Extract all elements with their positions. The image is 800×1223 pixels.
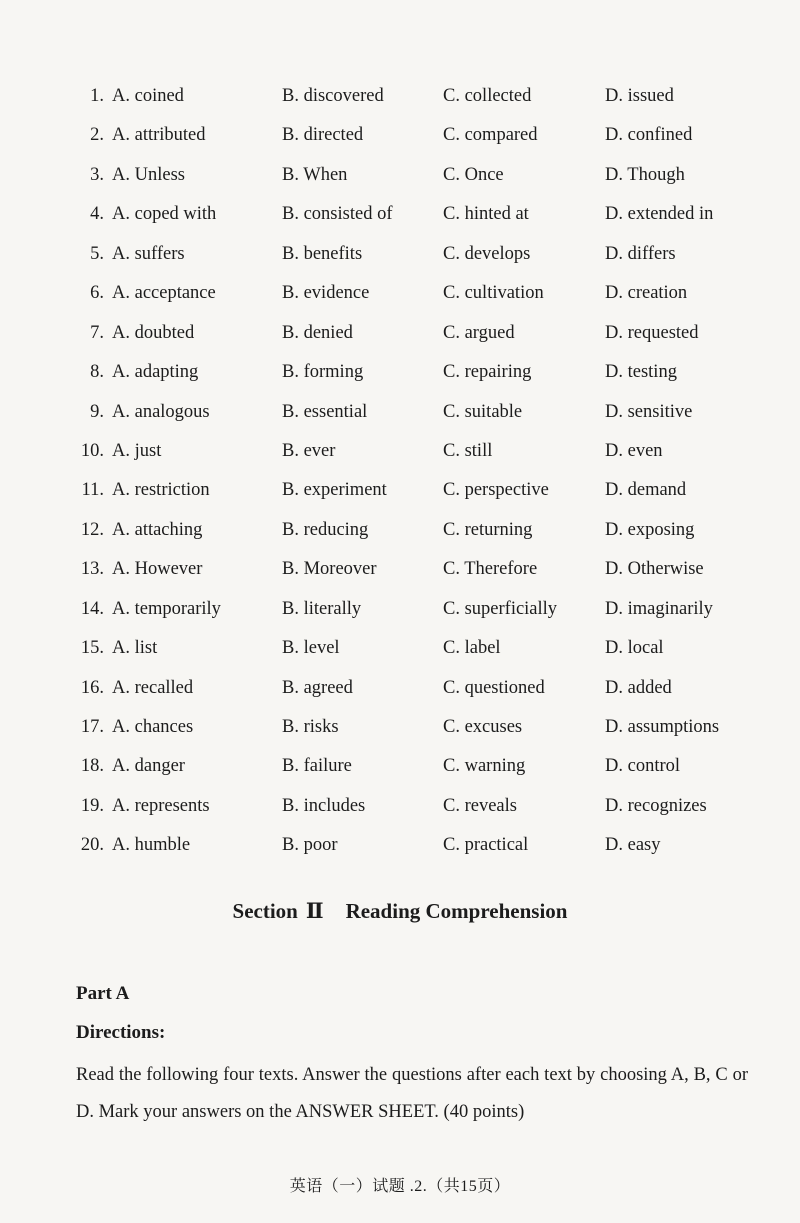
- question-number: 9.: [90, 401, 104, 422]
- option-a: A. chances: [112, 717, 194, 737]
- option-a: A. temporarily: [112, 598, 221, 619]
- cloze-options-list: [0, 77, 800, 866]
- option-d: D. sensitive: [605, 401, 693, 422]
- question-row: [0, 195, 800, 234]
- option-c: C. returning: [443, 519, 533, 540]
- option-d: D. Though: [605, 164, 685, 185]
- question-number: 12.: [80, 519, 104, 540]
- option-d: D. control: [605, 756, 681, 777]
- question-number: 2.: [90, 125, 104, 146]
- option-d: D. local: [605, 638, 664, 659]
- option-b: B. literally: [282, 598, 362, 619]
- section-numeral: Ⅱ: [305, 899, 324, 923]
- question-row: [0, 353, 800, 392]
- section-heading: [0, 898, 800, 924]
- option-b: B. When: [282, 164, 348, 185]
- option-b: B. experiment: [282, 480, 387, 501]
- option-c: C. argued: [443, 322, 515, 343]
- option-d: D. assumptions: [605, 717, 720, 737]
- option-c: C. still: [443, 440, 493, 461]
- option-c: C. excuses: [443, 717, 523, 737]
- option-d: D. added: [605, 677, 672, 698]
- question-row: [0, 235, 800, 274]
- option-b: B. benefits: [282, 243, 363, 264]
- question-number: 14.: [80, 598, 104, 619]
- question-number: 16.: [80, 677, 104, 698]
- option-c: C. superficially: [443, 598, 558, 619]
- option-b: B. agreed: [282, 677, 353, 698]
- question-number: 13.: [80, 559, 104, 580]
- question-number: 6.: [90, 283, 104, 304]
- option-a: A. Unless: [112, 164, 185, 185]
- question-row: [0, 550, 800, 589]
- option-a: A. list: [112, 638, 158, 659]
- option-a: A. recalled: [112, 677, 194, 698]
- option-a: A. represents: [112, 795, 210, 816]
- question-number: 11.: [81, 480, 104, 501]
- option-a: A. danger: [112, 756, 185, 777]
- option-c: C. Therefore: [443, 559, 538, 580]
- question-number: 3.: [90, 164, 104, 185]
- question-row: [0, 432, 800, 471]
- question-row: [0, 708, 800, 747]
- question-number: 7.: [90, 322, 104, 343]
- option-a: A. coined: [112, 86, 184, 106]
- option-a: A. humble: [112, 835, 191, 856]
- question-row: [0, 590, 800, 629]
- option-b: B. risks: [282, 717, 339, 737]
- option-b: B. includes: [282, 795, 366, 816]
- question-number: 20.: [80, 835, 104, 856]
- option-a: A. attributed: [112, 125, 206, 146]
- question-number: 10.: [80, 440, 104, 461]
- option-c: C. perspective: [443, 480, 549, 501]
- option-b: B. ever: [282, 440, 336, 461]
- option-b: B. discovered: [282, 86, 384, 106]
- option-a: A. adapting: [112, 362, 199, 383]
- question-row: [0, 669, 800, 708]
- option-d: D. differs: [605, 243, 676, 264]
- option-a: A. coped with: [112, 204, 217, 225]
- option-c: C. develops: [443, 243, 531, 264]
- question-row: [0, 826, 800, 865]
- question-row: [0, 471, 800, 510]
- option-c: C. warning: [443, 756, 526, 777]
- option-a: A. acceptance: [112, 283, 216, 304]
- option-b: B. consisted of: [282, 204, 393, 225]
- option-c: C. collected: [443, 86, 532, 106]
- option-b: B. poor: [282, 835, 338, 856]
- option-b: B. failure: [282, 756, 352, 777]
- option-d: D. recognizes: [605, 795, 707, 816]
- question-row: [0, 511, 800, 550]
- option-a: A. just: [112, 440, 162, 461]
- option-d: D. confined: [605, 125, 693, 146]
- option-a: A. analogous: [112, 401, 210, 422]
- option-d: D. testing: [605, 362, 677, 383]
- question-number: 4.: [90, 204, 104, 225]
- option-d: D. issued: [605, 86, 674, 106]
- question-row: [0, 274, 800, 313]
- option-d: D. exposing: [605, 519, 695, 540]
- question-number: 18.: [80, 756, 104, 777]
- section-label: Section: [232, 899, 298, 923]
- question-row: [0, 787, 800, 826]
- directions-text: Read the following four texts. Answer the questions after each text by choosing A, B, C or D. Mark your answers on the ANSWER SHEET. (40 points): [76, 1065, 748, 1122]
- option-a: A. restriction: [112, 480, 210, 501]
- section-title: Reading Comprehension: [345, 899, 568, 923]
- option-c: C. practical: [443, 835, 529, 856]
- option-a: A. However: [112, 559, 203, 580]
- option-c: C. compared: [443, 125, 538, 146]
- question-number: 5.: [90, 243, 104, 264]
- option-a: A. doubted: [112, 322, 195, 343]
- option-c: C. suitable: [443, 401, 523, 422]
- option-b: B. evidence: [282, 283, 370, 304]
- option-b: B. level: [282, 638, 340, 659]
- option-a: A. attaching: [112, 519, 203, 540]
- part-title: Part A: [76, 983, 130, 1004]
- option-d: D. extended in: [605, 204, 714, 225]
- question-number: 8.: [90, 362, 104, 383]
- option-d: D. demand: [605, 480, 687, 501]
- question-number: 1.: [90, 86, 104, 106]
- option-d: D. even: [605, 440, 663, 461]
- question-row: [0, 393, 800, 432]
- option-b: B. forming: [282, 362, 364, 383]
- option-c: C. Once: [443, 164, 504, 185]
- question-number: 19.: [80, 795, 104, 816]
- option-b: B. reducing: [282, 519, 369, 540]
- question-row: [0, 116, 800, 155]
- option-b: B. essential: [282, 401, 368, 422]
- option-b: B. Moreover: [282, 559, 377, 580]
- question-row: [0, 629, 800, 668]
- question-row: [0, 156, 800, 195]
- question-row: [0, 747, 800, 786]
- option-c: C. cultivation: [443, 283, 544, 304]
- option-c: C. reveals: [443, 795, 517, 816]
- option-c: C. repairing: [443, 362, 532, 383]
- option-c: C. questioned: [443, 677, 545, 698]
- option-c: C. hinted at: [443, 204, 529, 225]
- option-b: B. denied: [282, 322, 353, 343]
- option-d: D. Otherwise: [605, 559, 704, 580]
- page-footer: 英语（一）试题 .2.（共15页）: [289, 1178, 511, 1195]
- option-d: D. requested: [605, 322, 699, 343]
- option-d: D. easy: [605, 835, 661, 856]
- option-a: A. suffers: [112, 243, 185, 264]
- option-d: D. creation: [605, 283, 688, 304]
- option-d: D. imaginarily: [605, 598, 713, 619]
- option-b: B. directed: [282, 125, 364, 146]
- question-number: 17.: [80, 717, 104, 737]
- option-c: C. label: [443, 638, 501, 659]
- question-row: [0, 77, 800, 116]
- question-number: 15.: [80, 638, 104, 659]
- question-row: [0, 314, 800, 353]
- directions-title: Directions:: [76, 1022, 166, 1043]
